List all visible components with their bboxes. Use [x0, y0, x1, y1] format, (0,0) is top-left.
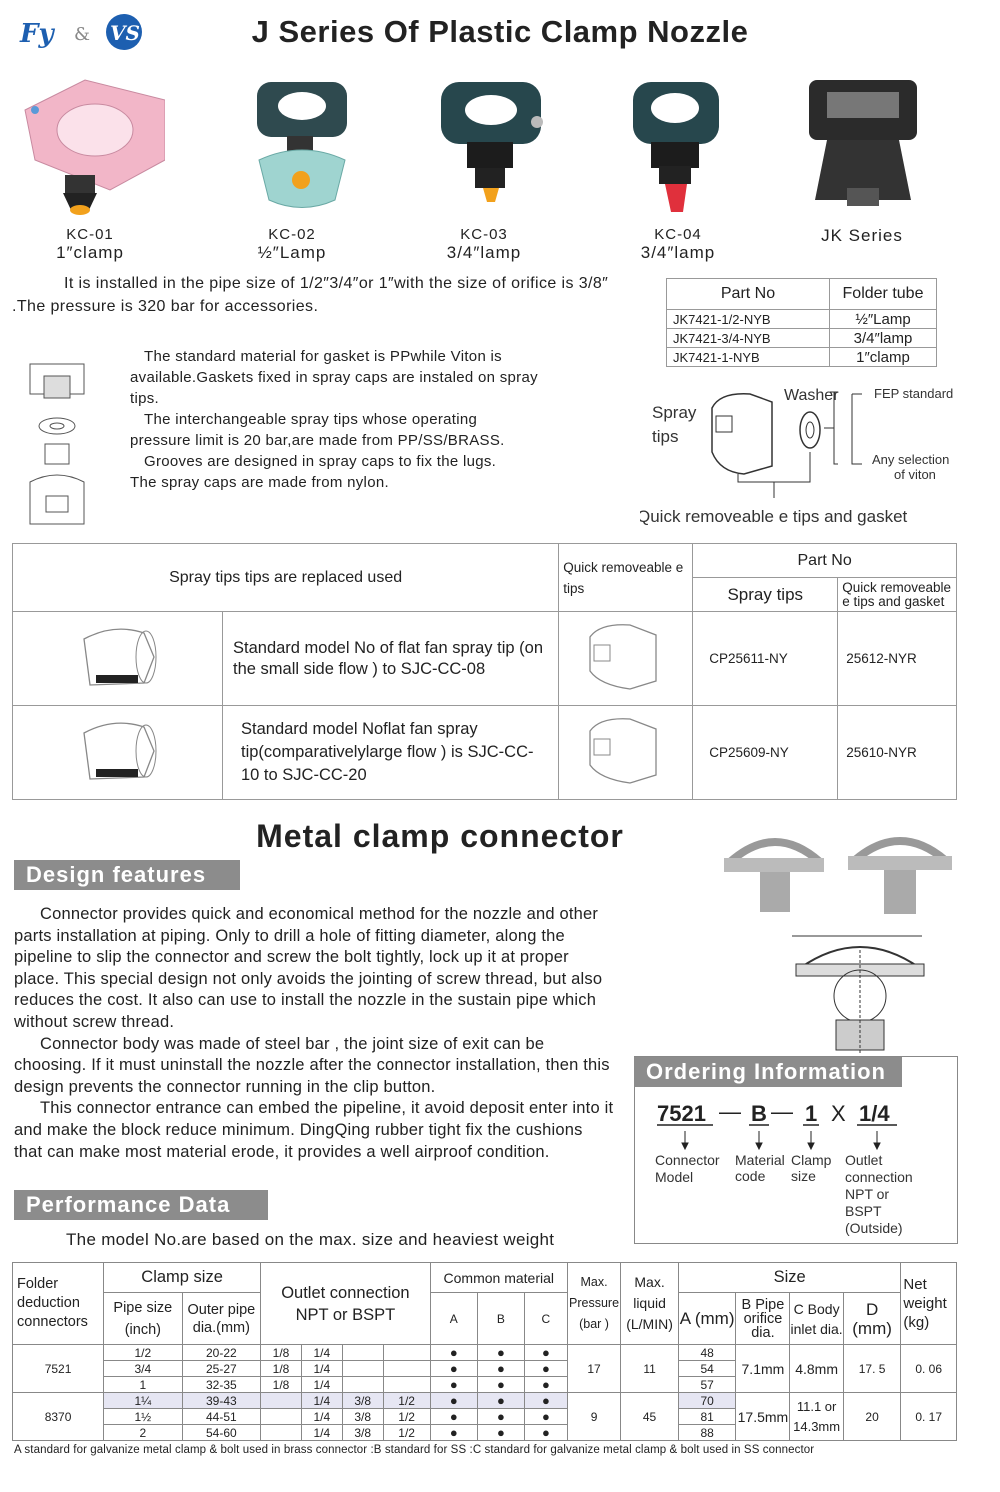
label-outlet: Outlet	[845, 1152, 883, 1168]
outer-cell: 54-60	[182, 1425, 261, 1441]
product-kc02	[212, 70, 372, 263]
outlet-cell: 1/4	[301, 1361, 342, 1377]
exploded-parts-illustration	[22, 358, 92, 543]
spray-label: Spray	[652, 403, 697, 422]
material-dot: ●	[524, 1361, 567, 1377]
tips-main-header: Spray tips tips are replaced used	[13, 544, 559, 612]
product-kc01	[10, 70, 170, 263]
logo-left-text: Fy	[20, 19, 54, 49]
folder-tube-header: Folder tube	[830, 279, 937, 310]
logo-right-text: VS	[110, 21, 140, 45]
large-tip-icon	[14, 707, 221, 793]
large-tip-description: Standard model Noflat fan spray tip(comparativelylarge flow ) is SJC-CC-10 to SJC-CC-20	[223, 706, 559, 800]
any-selection-label: Any selection	[872, 452, 950, 467]
size-b-cell: 7.1mm	[736, 1345, 790, 1393]
size-a-cell: 81	[678, 1409, 736, 1425]
ordering-banner: Ordering Information	[634, 1057, 902, 1087]
quick-tip-image-cell	[559, 612, 693, 706]
material-dot: ●	[430, 1345, 477, 1361]
pipe-size-header: Pipe size (inch)	[104, 1293, 183, 1345]
product-code: KC-01	[66, 226, 114, 243]
liquid-cell: 45	[621, 1393, 679, 1441]
pipe-cell: 2	[104, 1425, 183, 1441]
product-size: 3/4″lamp	[640, 243, 716, 262]
performance-note: The model No.are based on the max. size and heaviest weight	[66, 1230, 555, 1249]
clamp-cross-section-icon	[790, 930, 930, 1054]
pink-clamp-nozzle-icon	[15, 70, 165, 220]
label-model: Model	[655, 1169, 694, 1185]
code-model: 7521	[657, 1101, 706, 1126]
label-outside: (Outside)	[845, 1220, 903, 1236]
outer-cell: 25-27	[182, 1361, 261, 1377]
outlet-cell: 1/4	[301, 1377, 342, 1393]
product-kc03	[404, 70, 564, 263]
part-no-cell: JK7421-3/4-NYB	[667, 329, 830, 348]
outlet-cell	[261, 1425, 302, 1441]
outlet-cell: 1/4	[301, 1345, 342, 1361]
outlet-cell	[261, 1409, 302, 1425]
part-no-cell: JK7421-1-NYB	[667, 348, 830, 367]
material-dot: ●	[477, 1361, 524, 1377]
material-dot: ●	[477, 1345, 524, 1361]
product-size: 3/4″lamp	[446, 243, 522, 262]
label-clamp: Clamp	[791, 1152, 832, 1168]
materials-text: The standard material for gasket is PPwhile Viton is available.Gaskets fixed in spray caps are instaled on spray tips. The interchangeable spray tips whose operating pressure limit is 20 bar,are made from PP/SS/BRASS. Grooves are designed in spray caps to fix the lugs. The spray caps are made from nylon.	[130, 348, 538, 491]
outlet-cell: 3/8	[342, 1393, 383, 1409]
material-dot: ●	[430, 1377, 477, 1393]
page-title: J Series Of Plastic Clamp Nozzle	[251, 14, 749, 49]
size-c-cell: 4.8mm	[790, 1345, 843, 1393]
max-liquid-header: Max. liquid (L/MIN)	[621, 1263, 679, 1345]
product-code: KC-02	[268, 226, 316, 243]
outlet-cell: 3/8	[342, 1425, 383, 1441]
code-dash: —	[719, 1099, 741, 1124]
folder-tube-cell: 1″clamp	[830, 348, 937, 367]
clamp-section-drawing	[790, 930, 930, 1059]
size-d-header: D (mm)	[843, 1293, 901, 1345]
metal-section-title: Metal clamp connector	[256, 818, 624, 854]
size-a-cell: 88	[678, 1425, 736, 1441]
product-size: ½″Lamp	[257, 243, 327, 262]
code-clamp: 1	[805, 1101, 818, 1126]
black-clamp-nozzle-icon	[787, 70, 937, 220]
outlet-cell	[383, 1361, 430, 1377]
outlet-cell: 1/8	[261, 1345, 302, 1361]
model-cell: 7521	[13, 1345, 104, 1393]
size-b-cell: 17.5mm	[736, 1393, 790, 1441]
tips-gasket-header: Quick removeable e tips and gasket	[838, 578, 957, 612]
outer-cell: 32-35	[182, 1377, 261, 1393]
pressure-cell: 17	[567, 1345, 620, 1393]
table-row	[13, 1393, 957, 1409]
tips-part-header: Part No	[693, 544, 957, 578]
material-a-header: A	[430, 1293, 477, 1345]
of-viton-label: of viton	[894, 467, 936, 482]
gasket-part-no: 25612-NYR	[838, 612, 957, 706]
outlet-header: Outlet connection NPT or BSPT	[261, 1263, 431, 1345]
outlet-cell	[342, 1377, 383, 1393]
table-row	[13, 1345, 957, 1361]
spray-tip-diagram	[640, 382, 980, 532]
outlet-cell	[383, 1345, 430, 1361]
pipe-cell: 3/4	[104, 1361, 183, 1377]
common-material-header: Common material	[430, 1263, 567, 1293]
flat-tip-description: Standard model No of flat fan spray tip (on the small side flow ) to SJC-CC-08	[223, 612, 559, 706]
size-a-cell: 54	[678, 1361, 736, 1377]
material-b-header: B	[477, 1293, 524, 1345]
material-dot: ●	[524, 1393, 567, 1409]
material-dot: ●	[477, 1425, 524, 1441]
outlet-cell	[342, 1345, 383, 1361]
red-tip-clamp-nozzle-icon	[603, 70, 753, 220]
intro-text: It is installed in the pipe size of 1/2″3/4″or 1″with the size of orifice is 3/8″ .The pressure is 320 bar for accessories.	[12, 275, 609, 315]
material-dot: ●	[477, 1377, 524, 1393]
performance-banner: Performance Data	[14, 1190, 268, 1220]
ordering-code-diagram	[635, 1057, 957, 1243]
label-size: size	[791, 1168, 816, 1184]
spray-tip-part-no: CP25609-NY	[693, 706, 838, 800]
quick-tip-icon	[560, 613, 688, 699]
gasket-part-no: 25610-NYR	[838, 706, 957, 800]
pipe-cell: 1/2	[104, 1345, 183, 1361]
liquid-cell: 11	[621, 1345, 679, 1393]
outer-pipe-header: Outer pipe dia.(mm)	[182, 1293, 261, 1345]
outlet-cell: 1/4	[301, 1425, 342, 1441]
max-pressure-header: Max. Pressure (bar )	[567, 1263, 620, 1345]
flat-tip-icon	[14, 613, 221, 699]
material-dot: ●	[430, 1393, 477, 1409]
large-tip-image-cell	[13, 706, 223, 800]
tips-quick-header: Quick removeable e tips	[559, 544, 693, 612]
outer-cell: 20-22	[182, 1345, 261, 1361]
code-outlet: 1/4	[859, 1101, 890, 1126]
outlet-cell	[261, 1393, 302, 1409]
material-dot: ●	[524, 1425, 567, 1441]
design-features-banner: Design features	[14, 860, 240, 890]
weight-cell: 0. 17	[901, 1393, 957, 1441]
flat-tip-image-cell	[13, 612, 223, 706]
net-weight-header: Net weight (kg)	[901, 1263, 957, 1345]
folder-header: Folder deduction connectors	[13, 1263, 104, 1345]
material-dot: ●	[524, 1377, 567, 1393]
clamp-size-header: Clamp size	[104, 1263, 261, 1293]
size-a-cell: 70	[678, 1393, 736, 1409]
model-cell: 8370	[13, 1393, 104, 1441]
outlet-cell: 1/4	[301, 1393, 342, 1409]
label-bspt: BSPT	[845, 1203, 882, 1219]
pressure-cell: 9	[567, 1393, 620, 1441]
label-material: Material	[735, 1152, 785, 1168]
folder-tube-cell: 3/4″lamp	[830, 329, 937, 348]
material-dot: ●	[430, 1409, 477, 1425]
product-jk-series	[782, 70, 942, 246]
size-d-cell: 17. 5	[843, 1345, 901, 1393]
size-a-cell: 57	[678, 1377, 736, 1393]
spray-tips-table	[12, 543, 957, 800]
quick-tip-image-cell	[559, 706, 693, 800]
metal-clamp-photos	[720, 822, 970, 927]
outlet-cell: 1/2	[383, 1409, 430, 1425]
product-kc04	[598, 70, 758, 263]
table-footnote: A standard for galvanize metal clamp & bolt used in brass connector :B standard for SS :C standard for galvanize metal clamp & bolt used in SS connector	[14, 1444, 815, 1456]
outlet-cell: 1/2	[383, 1393, 430, 1409]
weight-cell: 0. 06	[901, 1345, 957, 1393]
material-c-header: C	[524, 1293, 567, 1345]
product-size: 1″clamp	[56, 243, 124, 262]
ordering-info-box	[634, 1056, 958, 1244]
quick-tip-icon	[560, 707, 688, 793]
tips-label: tips	[652, 427, 679, 446]
part-no-header: Part No	[667, 279, 830, 310]
outer-cell: 44-51	[182, 1409, 261, 1425]
tips-spray-header: Spray tips	[693, 578, 838, 612]
washer-label: Washer	[784, 387, 839, 404]
size-d-cell: 20	[843, 1393, 901, 1441]
performance-table	[12, 1262, 957, 1441]
spray-tip-part-no: CP25611-NY	[693, 612, 838, 706]
pipe-cell: 1	[104, 1377, 183, 1393]
size-c-cell: 11.1 or 14.3mm	[790, 1393, 843, 1441]
code-x: X	[831, 1101, 846, 1126]
diagram-caption: Quick removeable e tips and gasket	[640, 507, 908, 526]
material-dot: ●	[477, 1393, 524, 1409]
product-size: JK Series	[821, 226, 903, 245]
material-dot: ●	[524, 1409, 567, 1425]
label-connection: connection	[845, 1169, 913, 1185]
product-code: KC-04	[654, 226, 702, 243]
outlet-cell: 1/4	[301, 1409, 342, 1425]
fep-standard-label: FEP standard	[874, 386, 954, 401]
material-dot: ●	[430, 1361, 477, 1377]
size-a-cell: 48	[678, 1345, 736, 1361]
outlet-cell: 1/8	[261, 1377, 302, 1393]
blue-clamp-nozzle-icon	[217, 70, 367, 220]
size-c-header: C Body inlet dia.	[790, 1293, 843, 1345]
label-code: code	[735, 1168, 766, 1184]
design-features-text: Connector provides quick and economical method for the nozzle and other parts installation at piping. Only to drill a hole of fitting diameter, along the pipeline to slip the connector and screw the bolt tightly, lock up it at proper place. This special design not only avoids the jointing of screw thread, but also reduces the cost. It also can use to install the nozzle in the sustain pipe which without screw thread. Connector body was made of steel bar , the joint size of exit can be choosing. If it must uninstall the nozzle after the connector installation, then this design prevents the connector running in the clip button. This connector entrance can embed the pipeline, it avoid deposit enter into it and make the block reduce minimum. DingQing rubber tight fix the cushions that can make most material erode, it provides a well airproof condition.	[14, 905, 614, 1161]
size-header: Size	[678, 1263, 901, 1293]
logo-amp-text: &	[74, 24, 91, 45]
part-number-table	[666, 278, 937, 367]
size-a-header: A (mm)	[678, 1293, 736, 1345]
outlet-cell	[383, 1377, 430, 1393]
folder-tube-cell: ½″Lamp	[830, 310, 937, 329]
outlet-cell	[342, 1361, 383, 1377]
outlet-cell: 1/8	[261, 1361, 302, 1377]
outlet-cell: 1/2	[383, 1425, 430, 1441]
material-dot: ●	[477, 1409, 524, 1425]
part-no-cell: JK7421-1/2-NYB	[667, 310, 830, 329]
code-dash: —	[771, 1099, 793, 1124]
material-dot: ●	[524, 1345, 567, 1361]
metal-clamp-icon	[720, 822, 970, 922]
label-npt: NPT or	[845, 1186, 890, 1202]
code-material: B	[751, 1101, 767, 1126]
outer-cell: 39-43	[182, 1393, 261, 1409]
pipe-cell: 1¼	[104, 1393, 183, 1409]
material-dot: ●	[430, 1425, 477, 1441]
nozzle-parts-icon	[22, 358, 92, 538]
outlet-cell: 3/8	[342, 1409, 383, 1425]
dark-clamp-nozzle-icon	[409, 70, 559, 220]
label-connector: Connector	[655, 1152, 720, 1168]
product-code: KC-03	[460, 226, 508, 243]
size-b-header: B Pipe orifice dia.	[736, 1293, 790, 1345]
pipe-cell: 1½	[104, 1409, 183, 1425]
